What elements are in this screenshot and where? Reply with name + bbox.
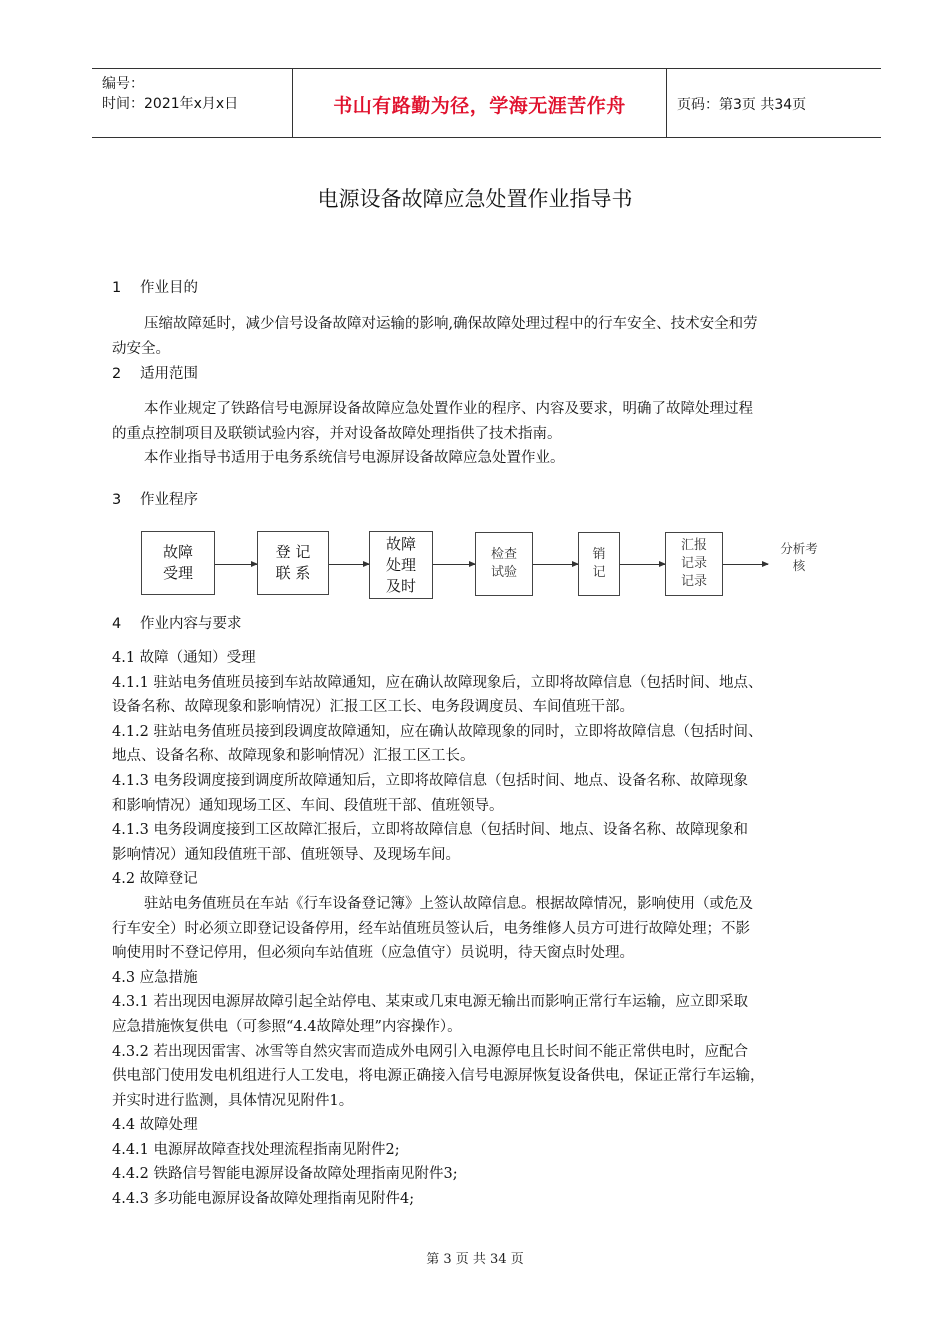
section-title: 作业程序 xyxy=(140,492,198,508)
flow-arrow xyxy=(215,564,257,565)
section-title: 适用范围 xyxy=(140,366,198,382)
text-line: 影响情况）通知段值班干部、值班领导、及现场车间。 xyxy=(112,846,460,863)
flow-arrow xyxy=(329,564,369,565)
text-line: 的重点控制项目及联锁试验内容，并对设备故障处理指供了技术指南。 xyxy=(112,425,562,442)
flow-step-report-record: 汇报 记录 记录 xyxy=(665,532,723,596)
text-line: 行车安全）时必须立即登记设备停用，经车站值班员签认后，电务维修人员方可进行故障处理；不影 xyxy=(112,920,750,937)
flow-arrow xyxy=(433,564,475,565)
text-line: 4.4.1 电源屏故障查找处理流程指南见附件2; xyxy=(112,1141,400,1158)
flow-step-fault-acceptance: 故障 受理 xyxy=(141,531,215,595)
header-page-info: 页码：第3页 共34页 xyxy=(677,97,807,113)
text-line: 响使用时不登记停用，但必须向车站值班（应急值守）员说明，待天窗点时处理。 xyxy=(112,945,634,962)
header-meta-cell xyxy=(92,69,293,137)
document-number-label: 编号： xyxy=(102,76,144,92)
subsection-heading: 4.2 故障登记 xyxy=(112,871,198,888)
document-time-label: 时间：2021年x月x日 xyxy=(102,96,239,112)
section-number: 4 xyxy=(112,616,122,632)
text-line: 本作业规定了铁路信号电源屏设备故障应急处置作业的程序、内容及要求，明确了故障处理过程 xyxy=(144,401,753,417)
text-line: 4.1.1 驻站电务值班员接到车站故障通知，应在确认故障现象后，立即将故障信息（包括时间、地点、 xyxy=(112,674,763,691)
header-motto: 书山有路勤为径，学海无涯苦作舟 xyxy=(333,95,626,117)
section-number: 1 xyxy=(112,280,122,296)
flow-step-register-contact: 登 记 联 系 xyxy=(257,531,329,595)
section-heading-procedure xyxy=(112,488,198,509)
section-heading-scope xyxy=(112,362,198,383)
section-heading-content xyxy=(112,612,242,633)
flow-arrow xyxy=(620,564,665,565)
text-line: 动安全。 xyxy=(112,340,170,357)
text-line: 4.4.2 铁路信号智能电源屏设备故障处理指南见附件3; xyxy=(112,1166,458,1183)
section-number: 2 xyxy=(112,366,122,382)
text-line: 4.1.3 电务段调度接到调度所故障通知后，立即将故障信息（包括时间、地点、设备名称、故障现象 xyxy=(112,772,748,789)
text-line: 地点、设备名称、故障现象和影响情况）汇报工区工长。 xyxy=(112,748,475,765)
header-page-cell xyxy=(667,69,881,137)
subsection-heading: 4.4 故障处理 xyxy=(112,1117,198,1134)
text-line: 供电部门使用发电机组进行人工发电，将电源正确接入信号电源屏恢复设备供电，保证正常行车运输， xyxy=(112,1068,765,1085)
text-line: 4.3.1 若出现因电源屏故障引起全站停电、某束或几束电源无输出而影响正常行车运输，应立即采取 xyxy=(112,994,748,1011)
text-line: 4.1.2 驻站电务值班员接到段调度故障通知，应在确认故障现象的同时，立即将故障信息（包括时间、 xyxy=(112,723,763,740)
header-motto-cell xyxy=(293,69,667,137)
subsection-heading: 4.3 应急措施 xyxy=(112,969,198,986)
section-title: 作业内容与要求 xyxy=(140,616,242,632)
flow-arrow xyxy=(723,564,768,565)
section-number: 3 xyxy=(112,492,122,508)
text-line: 设备名称、故障现象和影响情况）汇报工区工长、电务段调度员、车间值班干部。 xyxy=(112,699,634,716)
section-heading-purpose xyxy=(112,276,198,297)
flow-step-fault-handling: 故障 处理 及时 xyxy=(369,531,433,599)
flow-arrow xyxy=(533,564,578,565)
page-header xyxy=(92,68,881,138)
flow-step-analysis-assessment: 分析考 核 xyxy=(780,541,818,573)
text-line: 驻站电务值班员在车站《行车设备登记簿》上签认故障信息。根据故障情况，影响使用（或危及 xyxy=(144,895,753,912)
text-line: 并实时进行监测，具体情况见附件1。 xyxy=(112,1092,354,1109)
text-line: 4.1.3 电务段调度接到工区故障汇报后，立即将故障信息（包括时间、地点、设备名称、故障现象和 xyxy=(112,822,748,839)
text-line: 和影响情况）通知现场工区、车间、段值班干部、值班领导。 xyxy=(112,797,504,814)
text-line: 压缩故障延时，减少信号设备故障对运输的影响,确保故障处理过程中的行车安全、技术安全和劳 xyxy=(144,316,758,332)
content-requirements-block xyxy=(112,646,872,1212)
purpose-paragraph xyxy=(112,312,872,361)
section-title: 作业目的 xyxy=(140,280,198,296)
document-title: 电源设备故障应急处置作业指导书 xyxy=(317,187,633,211)
scope-paragraph xyxy=(112,397,872,471)
text-line: 4.4.3 多功能电源屏设备故障处理指南见附件4; xyxy=(112,1191,415,1208)
text-line: 应急措施恢复供电（可参照“4.4故障处理”内容操作）。 xyxy=(112,1018,462,1035)
subsection-heading: 4.1 故障（通知）受理 xyxy=(112,650,256,666)
flow-step-cancel-record: 销 记 xyxy=(578,532,620,596)
text-line: 本作业指导书适用于电务系统信号电源屏设备故障应急处置作业。 xyxy=(144,450,565,467)
page-footer: 第 3 页 共 34 页 xyxy=(426,1252,524,1267)
flow-step-inspection-test: 检查 试验 xyxy=(475,532,533,596)
text-line: 4.3.2 若出现因雷害、冰雪等自然灾害而造成外电网引入电源停电且长时间不能正常供电时，应配合 xyxy=(112,1043,748,1060)
